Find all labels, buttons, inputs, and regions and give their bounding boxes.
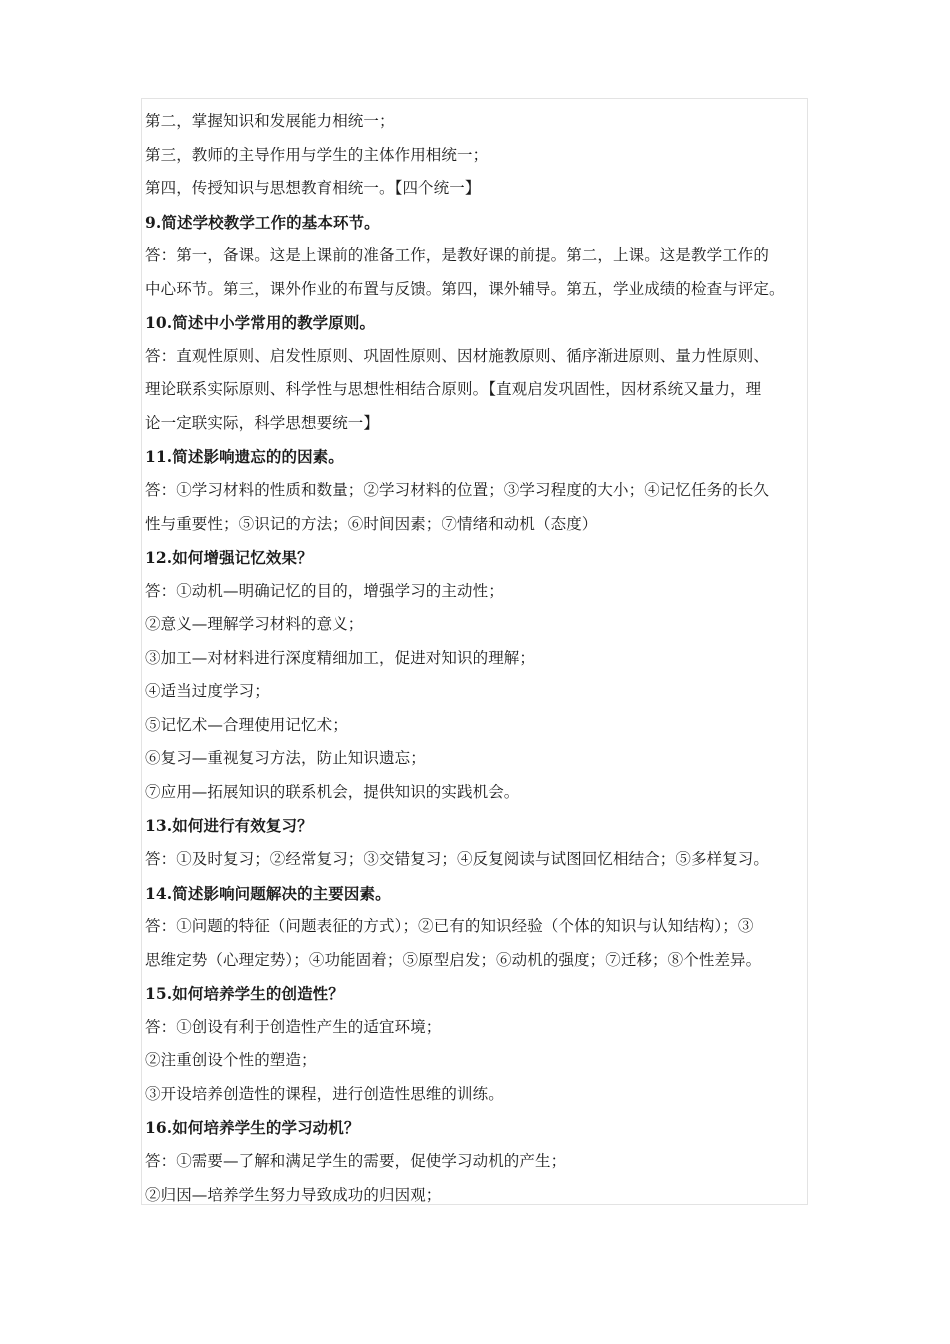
text-line: 理论联系实际原则、科学性与思想性相结合原则。【直观启发巩固性，因材系统又量力，理 [145, 380, 762, 399]
text-line: 答：①创设有利于创造性产生的适宜环境； [145, 1017, 442, 1036]
text-line: ⑥复习—重视复习方法，防止知识遗忘； [145, 749, 426, 768]
text-line: ②归因—培养学生努力导致成功的归因观； [145, 1185, 442, 1204]
text-line: 答：①学习材料的性质和数量；②学习材料的位置；③学习程度的大小；④记忆任务的长久 [145, 481, 770, 500]
text-line: 答：第一，备课。这是上课前的准备工作，是教好课的前提。第二，上课。这是教学工作的 [145, 246, 770, 265]
document-body [145, 105, 825, 1212]
text-line: 第二，掌握知识和发展能力相统一； [145, 112, 395, 130]
text-line: 答：①及时复习；②经常复习；③交错复习；④反复阅读与试图回忆相结合；⑤多样复习。 [145, 850, 770, 869]
text-line: 第三，教师的主导作用与学生的主体作用相统一； [145, 145, 489, 164]
text-line: 答：①问题的特征（问题表征的方式）；②已有的知识经验（个体的知识与认知结构）；③ [145, 917, 754, 936]
text-line: ⑤记忆术—合理使用记忆术； [145, 715, 348, 734]
question-heading: 16.如何培养学生的学习动机？ [145, 1118, 360, 1138]
question-heading: 15.如何培养学生的创造性？ [145, 984, 344, 1004]
question-heading: 10.简述中小学常用的教学原则。 [145, 313, 376, 333]
text-line: 答：①动机—明确记忆的目的，增强学习的主动性； [145, 581, 504, 600]
text-line: 答：①需要—了解和满足学生的需要，促使学习动机的产生； [145, 1151, 567, 1170]
text-line: 第四，传授知识与思想教育相统一。【四个统一】 [145, 179, 481, 198]
text-line: 论一定联实际，科学思想要统一】 [145, 413, 380, 432]
question-heading: 13.如何进行有效复习？ [145, 816, 313, 836]
question-heading: 11.简述影响遗忘的的因素。 [145, 447, 344, 467]
text-line: 中心环节。第三，课外作业的布置与反馈。第四，课外辅导。第五，学业成绩的检查与评定。 [145, 279, 785, 298]
question-heading: 9.简述学校教学工作的基本环节。 [145, 212, 380, 232]
text-line: 性与重要性；⑤识记的方法；⑥时间因素；⑦情绪和动机（态度） [145, 514, 598, 533]
text-line: ④适当过度学习； [145, 682, 270, 701]
text-line: 答：直观性原则、启发性原则、巩固性原则、因材施教原则、循序渐进原则、量力性原则、 [145, 346, 770, 365]
text-line: ③开设培养创造性的课程，进行创造性思维的训练。 [145, 1084, 504, 1103]
question-heading: 12.如何增强记忆效果？ [145, 548, 313, 568]
text-line: ②注重创设个性的塑造； [145, 1051, 317, 1070]
text-line: ②意义—理解学习材料的意义； [145, 615, 364, 634]
text-line: 思维定势（心理定势）；④功能固着；⑤原型启发；⑥动机的强度；⑦迁移；⑧个性差异。 [145, 950, 762, 969]
question-heading: 14.简述影响问题解决的主要因素。 [145, 883, 391, 903]
text-line: ③加工—对材料进行深度精细加工，促进对知识的理解； [145, 648, 536, 667]
text-line: ⑦应用—拓展知识的联系机会，提供知识的实践机会。 [145, 782, 520, 801]
